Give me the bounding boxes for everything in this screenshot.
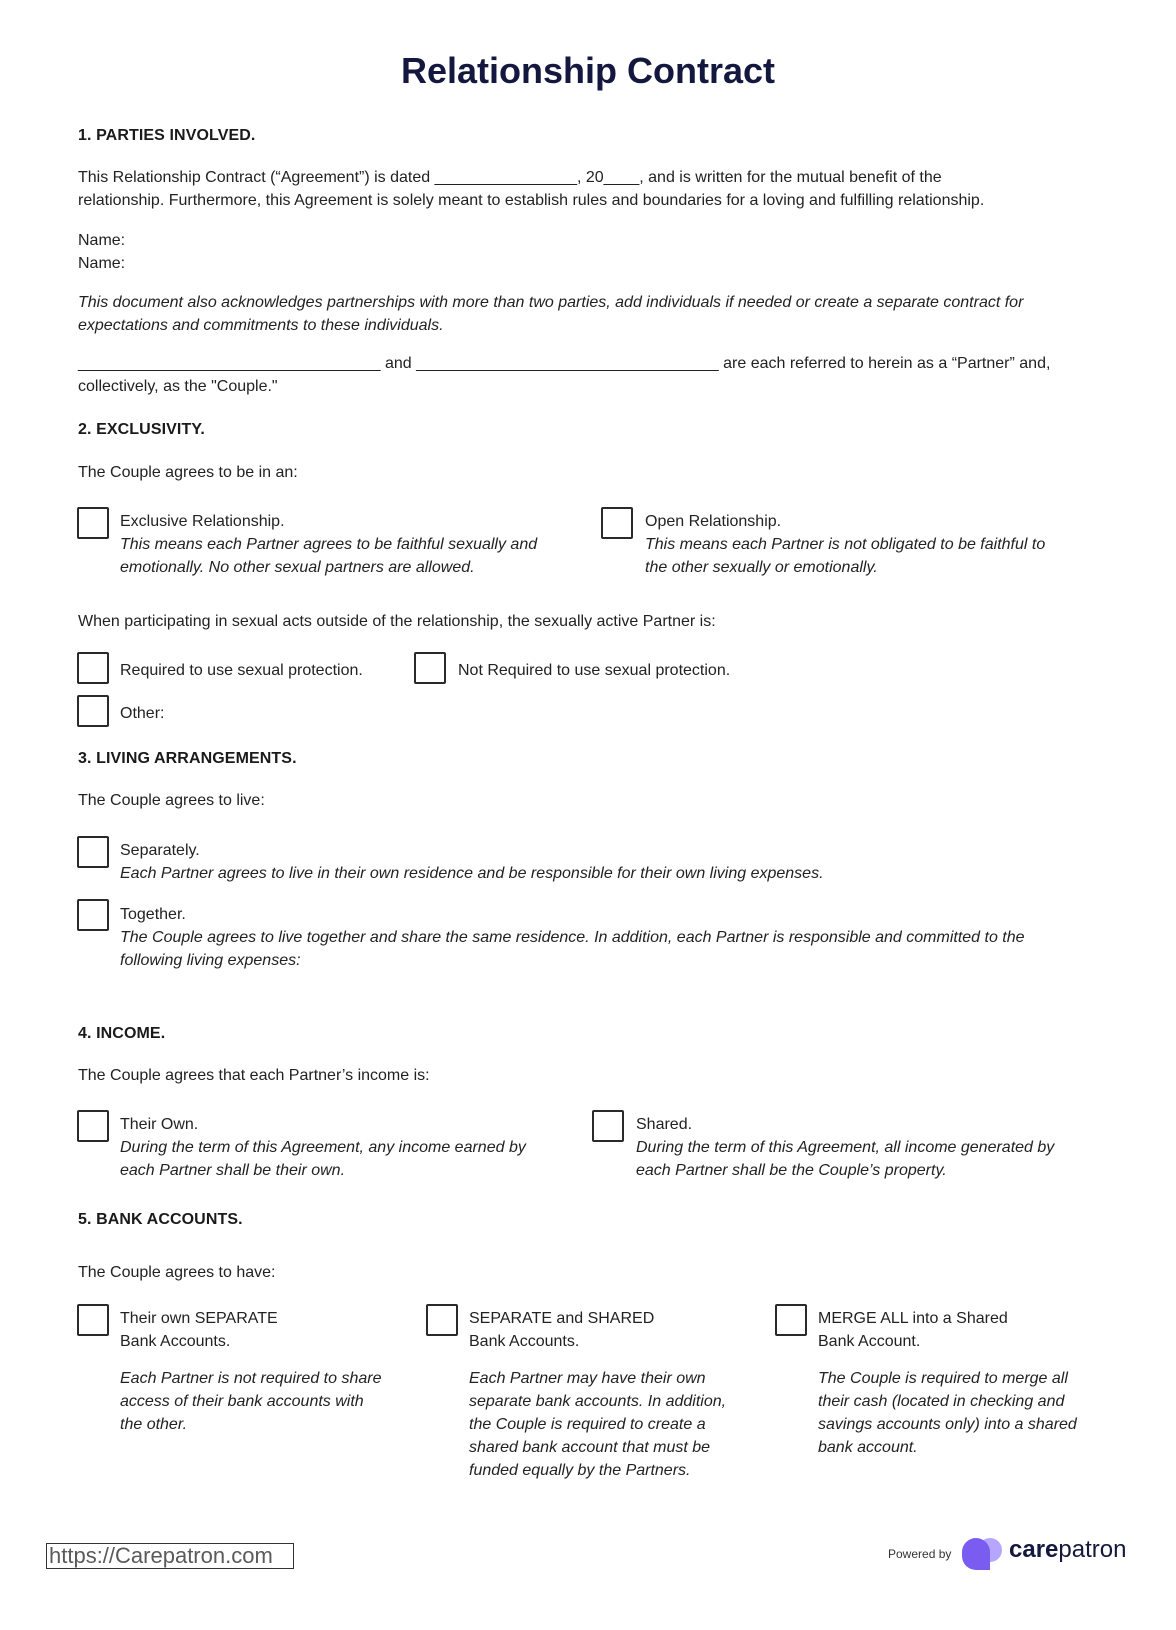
protection-required-checkbox[interactable] xyxy=(77,652,109,684)
bank-separate-desc-3: the other. xyxy=(120,1416,188,1433)
exclusive-relationship-desc-2: emotionally. No other sexual partners are allowed. xyxy=(120,559,475,576)
income-shared-option xyxy=(636,1113,1054,1182)
bank-merge-desc-1: The Couple is required to merge all xyxy=(818,1370,1068,1387)
exclusive-relationship-option xyxy=(120,510,537,579)
bank-separate-shared-label-1: SEPARATE and SHARED xyxy=(469,1310,655,1327)
section-heading-parties: 1. PARTIES INVOLVED. xyxy=(78,127,256,144)
carepatron-link[interactable]: https://Carepatron.com xyxy=(46,1543,294,1569)
bank-separate-shared-label-2: Bank Accounts. xyxy=(469,1333,580,1350)
income-shared-desc-1: During the term of this Agreement, all income generated by xyxy=(636,1139,1055,1156)
income-own-label: Their Own. xyxy=(120,1116,199,1133)
bank-merge-desc-4: bank account. xyxy=(818,1439,918,1456)
bank-merge-desc-2: their cash (located in checking and xyxy=(818,1393,1065,1410)
exclusive-relationship-desc-1: This means each Partner agrees to be faithful sexually and xyxy=(120,536,538,553)
brand-care: care xyxy=(1009,1536,1059,1563)
exclusive-relationship-label: Exclusive Relationship. xyxy=(120,513,285,530)
live-together-option xyxy=(120,903,1025,972)
protection-not-required-label: Not Required to use sexual protection. xyxy=(458,662,731,679)
protection-required-label: Required to use sexual protection. xyxy=(120,662,363,679)
protection-intro: When participating in sexual acts outside of the relationship, the sexually active Partner is: xyxy=(78,613,716,630)
carepatron-logo-icon xyxy=(958,1536,1006,1572)
open-relationship-checkbox[interactable] xyxy=(601,507,633,539)
open-relationship-desc-1: This means each Partner is not obligated to be faithful to xyxy=(645,536,1046,553)
section-heading-income: 4. INCOME. xyxy=(78,1025,166,1042)
bank-separate-shared-option xyxy=(469,1307,726,1482)
bank-separate-shared-desc-5: funded equally by the Partners. xyxy=(469,1462,691,1479)
live-together-desc-2: following living expenses: xyxy=(120,952,301,969)
bank-merge-label-2: Bank Account. xyxy=(818,1333,921,1350)
bank-separate-label-2: Bank Accounts. xyxy=(120,1333,231,1350)
bank-separate-shared-checkbox[interactable] xyxy=(426,1304,458,1336)
live-together-label: Together. xyxy=(120,906,186,923)
protection-not-required-checkbox[interactable] xyxy=(414,652,446,684)
live-together-desc-1: The Couple agrees to live together and share the same residence. In addition, each Partner is responsible and committed to the xyxy=(120,929,1025,946)
bank-intro: The Couple agrees to have: xyxy=(78,1264,276,1281)
agreement-line-2: relationship. Furthermore, this Agreement is solely meant to establish rules and boundaries for a loving and fulfilling relationship. xyxy=(78,192,985,209)
income-own-option xyxy=(120,1113,526,1182)
partners-line-2: collectively, as the "Couple." xyxy=(78,378,278,395)
open-relationship-label: Open Relationship. xyxy=(645,513,782,530)
income-own-checkbox[interactable] xyxy=(77,1110,109,1142)
protection-other-label: Other: xyxy=(120,705,165,722)
bank-separate-shared-desc-1: Each Partner may have their own xyxy=(469,1370,706,1387)
bank-merge-checkbox[interactable] xyxy=(775,1304,807,1336)
income-shared-checkbox[interactable] xyxy=(592,1110,624,1142)
partners-paragraph xyxy=(78,352,1050,398)
agreement-line-1: This Relationship Contract (“Agreement”) is dated ________________, 20____, and is written for the mutual benefit of the xyxy=(78,169,942,186)
live-separately-label: Separately. xyxy=(120,842,200,859)
bank-separate-label-1: Their own SEPARATE xyxy=(120,1310,278,1327)
exclusivity-intro: The Couple agrees to be in an: xyxy=(78,464,298,481)
live-together-checkbox[interactable] xyxy=(77,899,109,931)
live-separately-desc: Each Partner agrees to live in their own residence and be responsible for their own living expenses. xyxy=(120,865,824,882)
carepatron-wordmark xyxy=(1009,1536,1126,1564)
brand-patron: patron xyxy=(1058,1536,1127,1563)
name-field-2: Name: xyxy=(78,255,126,272)
bank-merge-desc-3: savings accounts only) into a shared xyxy=(818,1416,1077,1433)
name-field-1: Name: xyxy=(78,232,126,249)
open-relationship-desc-2: the other sexually or emotionally. xyxy=(645,559,878,576)
income-intro: The Couple agrees that each Partner’s income is: xyxy=(78,1067,430,1084)
bank-merge-option xyxy=(818,1307,1077,1459)
living-intro: The Couple agrees to live: xyxy=(78,792,265,809)
partnership-note-line-1: This document also acknowledges partnerships with more than two parties, add individuals if needed or create a separate contract for xyxy=(78,294,1024,311)
partnership-note-line-2: expectations and commitments to these individuals. xyxy=(78,317,444,334)
live-separately-option xyxy=(120,839,824,885)
name-fields xyxy=(78,229,125,275)
section-heading-exclusivity: 2. EXCLUSIVITY. xyxy=(78,421,205,438)
partners-line-1: __________________________________ and __________________________________ are each referred to herein as a “Partner” and, xyxy=(78,355,1051,372)
powered-by-label: Powered by xyxy=(888,1547,952,1561)
bank-separate-option xyxy=(120,1307,381,1436)
bank-separate-shared-desc-4: shared bank account that must be xyxy=(469,1439,711,1456)
exclusive-relationship-checkbox[interactable] xyxy=(77,507,109,539)
document-title: Relationship Contract xyxy=(400,50,776,91)
income-own-desc-2: each Partner shall be their own. xyxy=(120,1162,346,1179)
section-heading-bank: 5. BANK ACCOUNTS. xyxy=(78,1211,243,1228)
bank-separate-shared-desc-3: the Couple is required to create a xyxy=(469,1416,706,1433)
bank-merge-label-1: MERGE ALL into a Shared xyxy=(818,1310,1008,1327)
section-heading-living: 3. LIVING ARRANGEMENTS. xyxy=(78,750,297,767)
open-relationship-option xyxy=(645,510,1045,579)
income-own-desc-1: During the term of this Agreement, any income earned by xyxy=(120,1139,526,1156)
income-shared-label: Shared. xyxy=(636,1116,693,1133)
bank-separate-desc-1: Each Partner is not required to share xyxy=(120,1370,382,1387)
bank-separate-desc-2: access of their bank accounts with xyxy=(120,1393,364,1410)
bank-separate-shared-desc-2: separate bank accounts. In addition, xyxy=(469,1393,727,1410)
income-shared-desc-2: each Partner shall be the Couple’s property. xyxy=(636,1162,947,1179)
agreement-paragraph xyxy=(78,166,984,212)
protection-other-checkbox[interactable] xyxy=(77,695,109,727)
live-separately-checkbox[interactable] xyxy=(77,836,109,868)
bank-separate-checkbox[interactable] xyxy=(77,1304,109,1336)
partnership-note xyxy=(78,291,1023,337)
